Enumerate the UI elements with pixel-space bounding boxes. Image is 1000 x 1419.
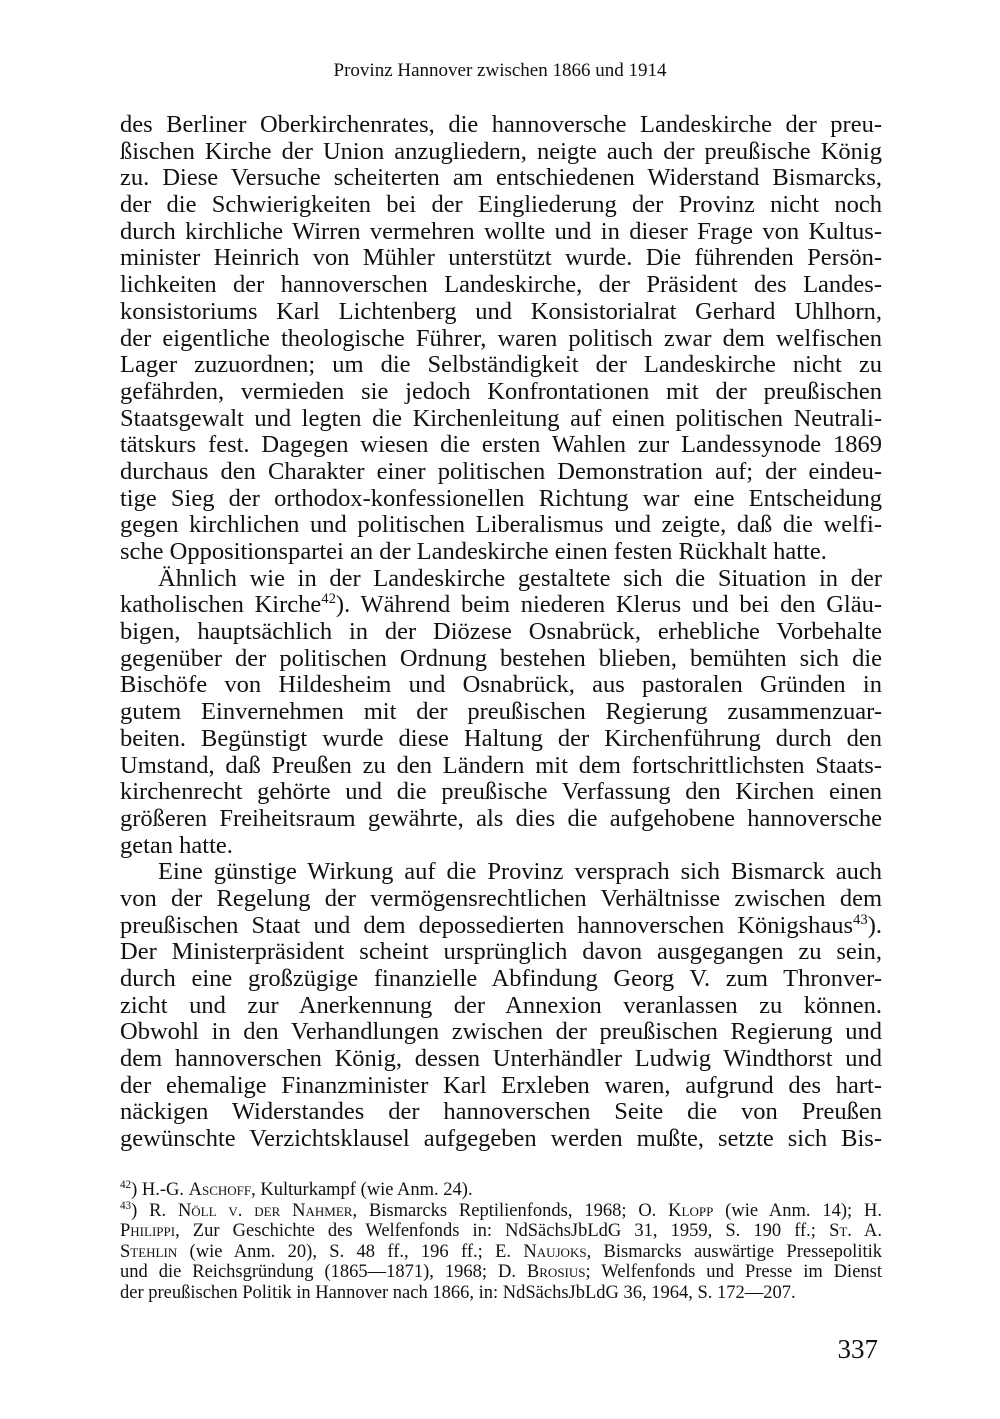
- footnote-43-line: [120, 1242, 882, 1263]
- footnote-43: [120, 1201, 882, 1222]
- footnote-42: [120, 1180, 882, 1201]
- body-line: durch eine großzügige finanzielle Abfindung Georg V. zum Thronver-: [120, 965, 882, 992]
- footnote-author: St. A.: [829, 1221, 882, 1242]
- footnote-text: , Zur Geschichte des Welfenfonds in: NdSächsJbLdG 31, 1959, S. 190 ff.;: [175, 1221, 830, 1242]
- body-line: Ähnlich wie in der Landeskirche gestaltete sich die Situation in der: [158, 564, 882, 592]
- footnote-author: Klopp: [668, 1200, 714, 1221]
- body-line: der eigentliche theologische Führer, waren politisch zwar dem welfischen: [120, 324, 882, 352]
- body-line: von der Regelung der vermögensrechtlichen Verhältnisse zwischen dem: [120, 884, 882, 912]
- footnote-author: Nöll v. der Nahmer: [177, 1200, 353, 1221]
- body-line: Obwohl in den Verhandlungen zwischen der preußischen Regierung und: [120, 1018, 882, 1046]
- body-line: zu. Diese Versuche scheiterten am entschiedenen Widerstand Bismarcks,: [120, 164, 882, 192]
- body-line: bigen, hauptsächlich in der Diözese Osnabrück, erhebliche Vorbehalte: [120, 618, 882, 646]
- footnote-author: Philippi: [120, 1221, 176, 1242]
- body-line: näckigen Widerstandes der hannoverschen Seite die von Preußen: [120, 1098, 882, 1126]
- footnote-marker: 42: [120, 1178, 132, 1191]
- body-line: Staatsgewalt und legten die Kirchenleitung auf einen politischen Neutrali-: [120, 404, 882, 432]
- footnote-author: Brosius: [526, 1262, 586, 1283]
- body-line: tätskurs fest. Dagegen wiesen die ersten Wahlen zur Landessynode 1869: [120, 431, 882, 459]
- body-line: Eine günstige Wirkung auf die Provinz versprach sich Bismarck auch: [158, 858, 882, 886]
- footnote-text: ; Welfenfonds und Presse im Dienst: [585, 1262, 882, 1283]
- body-line: minister Heinrich von Mühler unterstützt wurde. Die führenden Persön-: [120, 244, 882, 272]
- body-text: [120, 112, 882, 1153]
- body-line: dem hannoverschen König, dessen Unterhändler Ludwig Windthorst und: [120, 1045, 882, 1073]
- footnote-text: und die Reichsgründung (1865—1871), 1968; D.: [120, 1262, 527, 1283]
- body-line: tige Sieg der orthodox-konfessionellen Richtung war eine Entscheidung: [120, 484, 882, 512]
- body-line: Umstand, daß Preußen zu den Ländern mit dem fortschrittlichsten Staats-: [120, 751, 882, 779]
- footnote-text: , Bismarcks Reptilienfonds, 1968; O.: [352, 1200, 669, 1221]
- footnote-marker: 43: [120, 1199, 132, 1212]
- footnote-author: Aschoff: [188, 1180, 252, 1200]
- line-text: katholischen Kirche: [120, 591, 322, 619]
- body-line: der ehemalige Finanzminister Karl Erxleben waren, aufgrund des hart-: [120, 1071, 882, 1099]
- footnote-ref[interactable]: 43: [853, 911, 868, 928]
- footnote-text: , Bismarcks auswärtige Pressepolitik: [586, 1241, 882, 1262]
- body-line: gefährden, vermieden sie jedoch Konfrontationen mit der preußischen: [120, 377, 882, 405]
- line-text: ). Während beim niederen Klerus und bei den Gläu-: [335, 591, 882, 619]
- body-line: gutem Einvernehmen mit der preußischen Regierung zusammenzuar-: [120, 698, 882, 726]
- footnote-text: (wie Anm. 14); H.: [713, 1200, 883, 1221]
- footnote-text: ) H.-G.: [131, 1180, 189, 1200]
- footnote-43-line: der preußischen Politik in Hannover nach 1866, in: NdSächsJbLdG 36, 1964, S. 172—207.: [120, 1282, 796, 1303]
- body-line: getan hatte.: [120, 831, 233, 859]
- body-line: Bischöfe von Hildesheim und Osnabrück, aus pastoralen Gründen in: [120, 671, 882, 699]
- body-line: Der Ministerpräsident scheint ursprünglich davon ausgegangen zu sein,: [120, 938, 882, 966]
- footnote-text: , Kulturkampf (wie Anm. 24).: [251, 1180, 473, 1200]
- body-line: [120, 913, 882, 940]
- footnote-43-line: [120, 1221, 882, 1242]
- body-line: beiten. Begünstigt wurde diese Haltung der Kirchenführung durch den: [120, 724, 882, 752]
- body-line: kirchenrecht gehörte und die preußische Verfassung den Kirchen einen: [120, 778, 882, 806]
- body-line: gegenüber der politischen Ordnung bestehen blieben, bemühten sich die: [120, 644, 882, 672]
- page-number: 337: [837, 1334, 878, 1364]
- line-text: ).: [867, 911, 882, 939]
- body-line: zicht und zur Anerkennung der Annexion veranlassen zu können.: [120, 991, 882, 1019]
- body-line: ßischen Kirche der Union anzugliedern, neigte auch der preußische König: [120, 137, 882, 165]
- body-line: konsistoriums Karl Lichtenberg und Konsistorialrat Gerhard Uhlhorn,: [120, 297, 882, 325]
- footnote-ref[interactable]: 42: [321, 591, 336, 608]
- footnote-author: Stehlin: [120, 1241, 178, 1262]
- body-line: des Berliner Oberkirchenrates, die hannoversche Landeskirche der preu-: [120, 111, 882, 138]
- running-head: Provinz Hannover zwischen 1866 und 1914: [333, 60, 667, 81]
- body-line: der die Schwierigkeiten bei der Eingliederung der Provinz nicht noch: [120, 191, 882, 219]
- body-line: größeren Freiheitsraum gewährte, als dies die aufgehobene hannoversche: [120, 804, 882, 832]
- footnote-text: ) R.: [131, 1200, 178, 1221]
- body-line: lichkeiten der hannoverschen Landeskirche, der Präsident des Landes-: [120, 271, 882, 299]
- body-line: [120, 592, 882, 619]
- body-line: sche Oppositionspartei an der Landeskirche einen festen Rückhalt hatte.: [120, 538, 827, 565]
- line-text: preußischen Staat und dem depossedierten hannoverschen Königshaus: [120, 911, 854, 939]
- body-line: gegen kirchlichen und politischen Liberalismus und zeigte, daß die welfi-: [120, 511, 882, 539]
- body-line: gewünschte Verzichtsklausel aufgegeben werden mußte, setzte sich Bis-: [120, 1125, 882, 1153]
- footnote-author: Naujoks: [523, 1241, 587, 1262]
- footnote-text: (wie Anm. 20), S. 48 ff., 196 ff.; E.: [177, 1241, 524, 1262]
- footnotes: [120, 1180, 882, 1304]
- body-line: Lager zuzuordnen; um die Selbständigkeit der Landeskirche nicht zu: [120, 351, 882, 379]
- body-line: durchaus den Charakter einer politischen Demonstration auf; der eindeu-: [120, 457, 882, 485]
- body-line: durch kirchliche Wirren vermehren wollte und in dieser Frage von Kultus-: [120, 217, 882, 245]
- footnote-43-line: [120, 1262, 882, 1283]
